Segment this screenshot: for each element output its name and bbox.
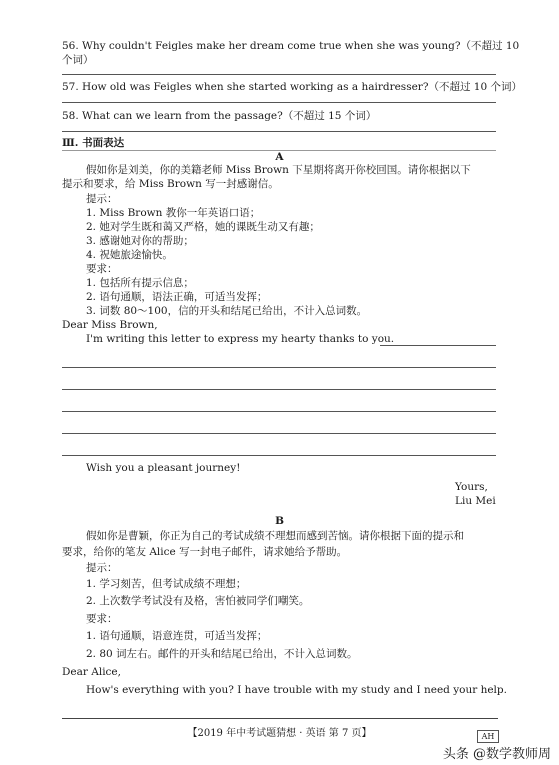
part-b-salutation: Dear Alice,	[62, 666, 121, 678]
watermark-text: 头条 @数学教师周	[442, 747, 551, 762]
part-a-signoff: Yours,	[455, 481, 488, 493]
part-a-salutation: Dear Miss Brown,	[62, 319, 158, 331]
part-a-req-label: 要求：	[86, 263, 118, 275]
part-a-name: Liu Mei	[455, 495, 496, 507]
part-b-opening: How's everything with you? I have trouble with my study and I need your help.	[86, 684, 507, 696]
part-a-req-2: 2. 语句通顺，语法正确，可适当发挥；	[86, 291, 268, 303]
writing-line-1[interactable]	[380, 345, 496, 346]
writing-line-5[interactable]	[62, 433, 496, 434]
writing-line-6[interactable]	[62, 455, 496, 456]
part-a-req-3: 3. 词数 80～100，信的开头和结尾已给出，不计入总词数。	[86, 305, 368, 317]
part-a-req-1: 1. 包括所有提示信息；	[86, 277, 194, 289]
part-a-hint-4: 4. 祝她旅途愉快。	[86, 249, 173, 261]
answer-line-56[interactable]	[62, 74, 496, 75]
writing-line-4[interactable]	[62, 411, 496, 412]
part-a-hint-2: 2. 她对学生既和蔼又严格，她的课既生动又有趣；	[86, 221, 320, 233]
question-58: 58. What can we learn from the passage?（不超过 15 个词）	[62, 110, 377, 122]
part-a-intro-2: 提示和要求，给 Miss Brown 写一封感谢信。	[62, 178, 279, 190]
footer-page-label: 【2019 年中考试题猜想 · 英语 第 7 页】	[187, 728, 372, 739]
part-b-hint-2: 2. 上次数学考试没有及格，害怕被同学们嘲笑。	[86, 595, 310, 607]
part-a-label: A	[275, 151, 284, 163]
part-b-req-1: 1. 语句通顺，语意连贯，可适当发挥；	[86, 630, 268, 642]
part-b-hint-1: 1. 学习刻苦，但考试成绩不理想；	[86, 578, 247, 590]
part-a-hint-label: 提示：	[86, 193, 118, 205]
watermark	[443, 743, 551, 762]
part-a-hint-3: 3. 感谢她对你的帮助；	[86, 235, 194, 247]
question-57: 57. How old was Feigles when she started working as a hairdresser?（不超过 10 个词）	[62, 81, 522, 93]
part-b-intro-1: 假如你是曹颖，你正为自己的考试成绩不理想而感到苦恼。请你根据下面的提示和	[86, 530, 464, 542]
section-title: Ⅲ. 书面表达	[62, 137, 125, 149]
part-b-hint-label: 提示：	[86, 562, 118, 574]
footer-rule	[62, 718, 498, 719]
question-56-line1: 56. Why couldn't Feigles make her dream come true when she was young?（不超过 10	[62, 40, 520, 52]
part-a-intro-1: 假如你是刘美，你的美籍老师 Miss Brown 下星期将离开你校回国。请你根据以下	[86, 164, 471, 176]
writing-line-2[interactable]	[62, 367, 496, 368]
part-b-req-2: 2. 80 词左右。邮件的开头和结尾已给出，不计入总词数。	[86, 648, 358, 660]
writing-line-3[interactable]	[62, 389, 496, 390]
part-b-intro-2: 要求，给你的笔友 Alice 写一封电子邮件，请求她给予帮助。	[62, 546, 348, 558]
part-b-req-label: 要求：	[86, 613, 118, 625]
question-56-line2: 个词）	[62, 54, 94, 66]
part-a-opening: I'm writing this letter to express my hearty thanks to you.	[86, 333, 395, 345]
part-b-label: B	[275, 515, 284, 527]
part-a-closing: Wish you a pleasant journey!	[86, 462, 241, 474]
part-a-hint-1: 1. Miss Brown 教你一年英语口语；	[86, 207, 261, 219]
stamp: AH	[477, 730, 499, 743]
answer-line-58[interactable]	[62, 131, 496, 132]
answer-line-57[interactable]	[62, 102, 496, 103]
